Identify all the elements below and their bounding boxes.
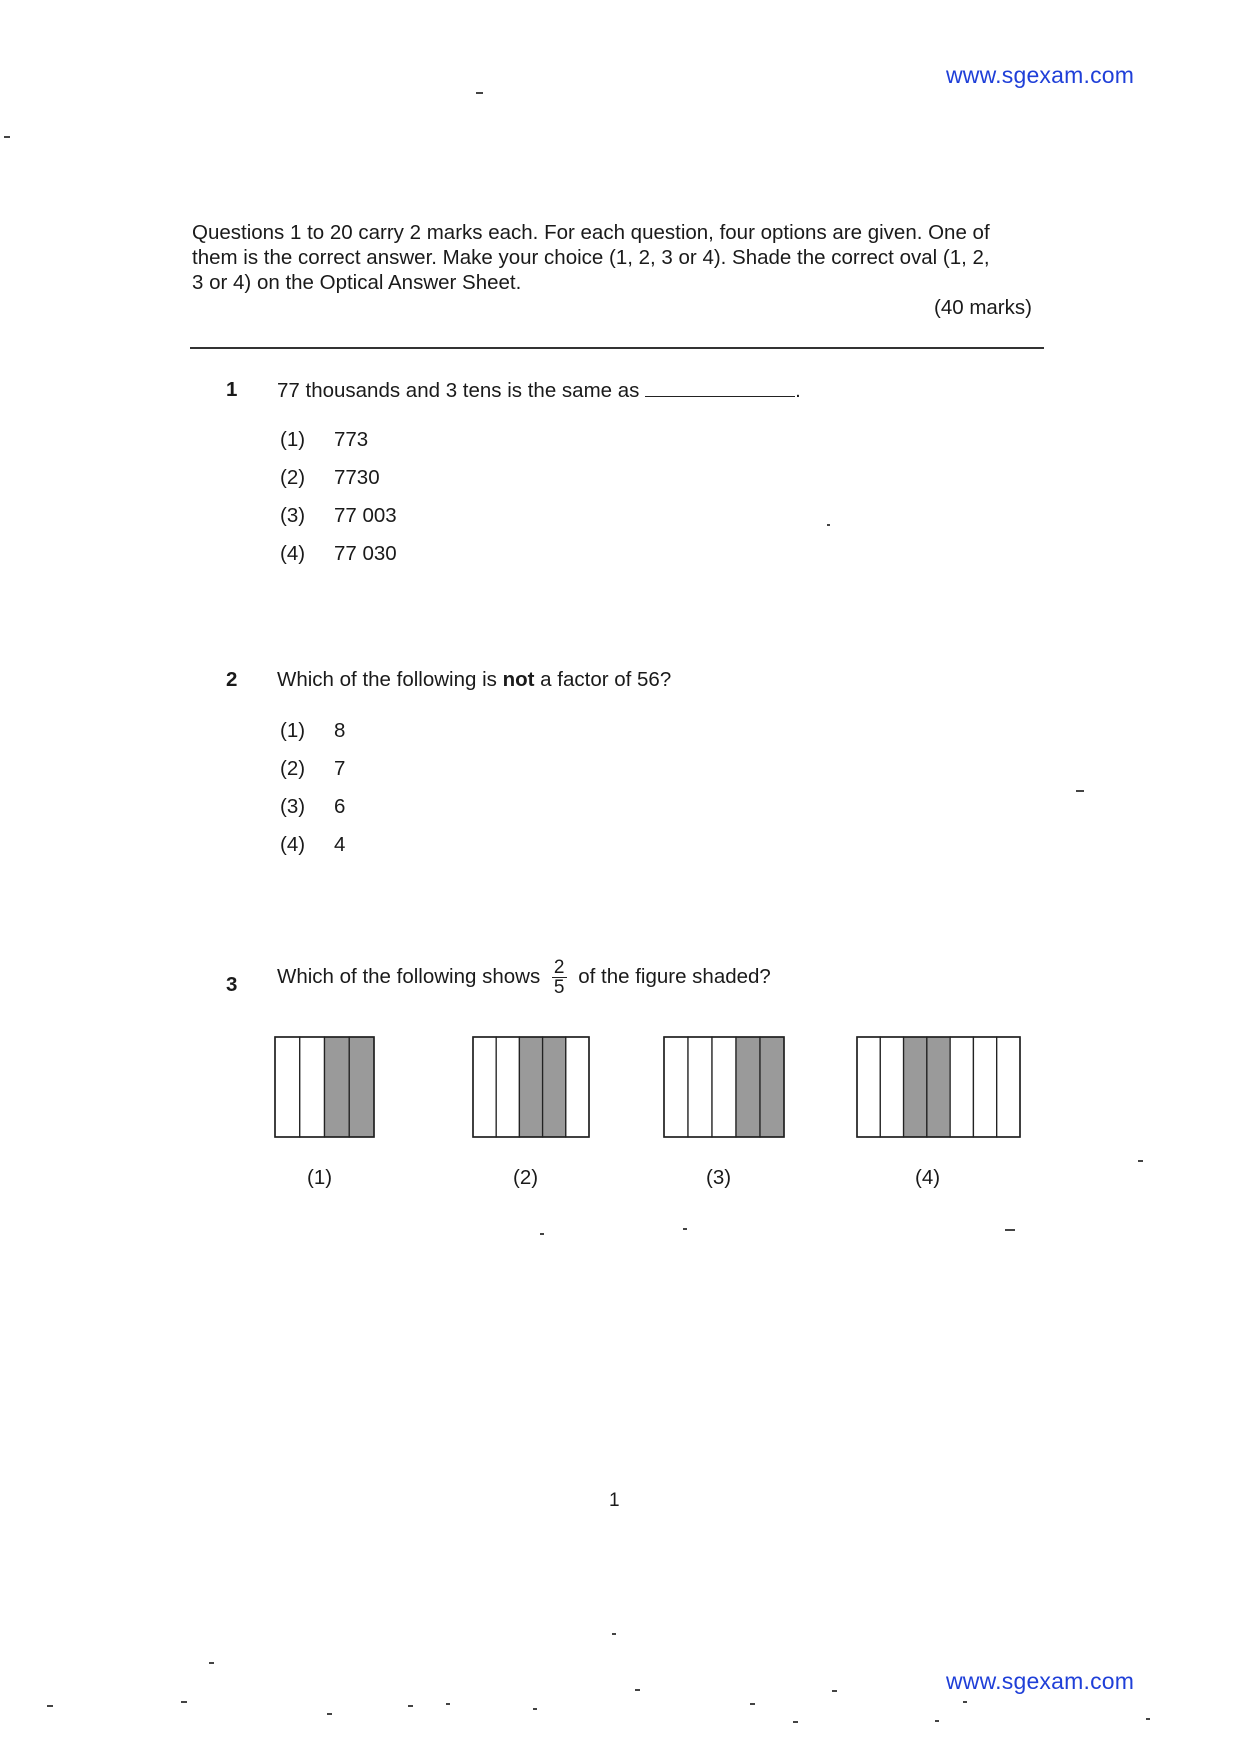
unshaded-strip — [300, 1037, 325, 1137]
footer-site-link[interactable]: www.sgexam.com — [946, 1668, 1135, 1694]
shaded-strip — [904, 1037, 927, 1137]
question-3-stem-start: Which of the following shows — [277, 964, 541, 988]
fraction-denominator: 5 — [553, 977, 565, 998]
unshaded-strip — [880, 1037, 903, 1137]
option-label: (3) — [280, 504, 306, 527]
unshaded-strip — [688, 1037, 712, 1137]
scan-speck — [1076, 790, 1084, 792]
scan-speck — [1138, 1160, 1143, 1162]
option-value: 6 — [334, 795, 346, 818]
unshaded-strip — [496, 1037, 519, 1137]
shaded-strip — [760, 1037, 784, 1137]
option-label: (1) — [280, 719, 306, 742]
instruction-line: Questions 1 to 20 carry 2 marks each. For each question, four options are given. One of — [192, 221, 990, 244]
figure-label[interactable]: (3) — [706, 1166, 732, 1189]
shaded-strip — [519, 1037, 542, 1137]
scan-speck — [446, 1703, 450, 1705]
scan-speck — [612, 1633, 616, 1635]
question-number: 2 — [226, 668, 238, 691]
scan-speck — [963, 1701, 967, 1703]
option-value: 7 — [334, 757, 346, 780]
question-2-stem-start: Which of the following is — [277, 668, 503, 691]
shaded-strip — [325, 1037, 350, 1137]
scan-speck — [635, 1689, 640, 1691]
scan-speck — [935, 1720, 939, 1722]
option-value: 77 030 — [334, 542, 397, 565]
question-2-emphasis: not — [502, 668, 535, 691]
scan-speck — [793, 1721, 798, 1723]
unshaded-strip — [664, 1037, 688, 1137]
scan-speck — [47, 1705, 53, 1707]
option-label: (4) — [280, 833, 306, 856]
unshaded-strip — [712, 1037, 736, 1137]
scan-speck — [327, 1713, 332, 1715]
option-label: (1) — [280, 428, 306, 451]
option-value: 773 — [334, 428, 369, 451]
unshaded-strip — [997, 1037, 1020, 1137]
option-label: (2) — [280, 757, 306, 780]
scan-speck — [832, 1690, 837, 1692]
instruction-line: them is the correct answer. Make your choice (1, 2, 3 or 4). Shade the correct oval (1, 2, — [192, 246, 990, 269]
question-number: 3 — [226, 973, 238, 996]
unshaded-strip — [857, 1037, 880, 1137]
figure-label[interactable]: (2) — [513, 1166, 539, 1189]
figure-label[interactable]: (4) — [915, 1166, 941, 1189]
option-value: 77 003 — [334, 504, 397, 527]
scan-speck — [750, 1703, 755, 1705]
figure-label[interactable]: (1) — [307, 1166, 333, 1189]
unshaded-strip — [973, 1037, 996, 1137]
scan-speck — [827, 524, 830, 526]
option-value: 8 — [334, 719, 346, 742]
question-1-stem: 77 thousands and 3 tens is the same as — [277, 379, 640, 402]
shaded-strip — [736, 1037, 760, 1137]
unshaded-strip — [473, 1037, 496, 1137]
scan-speck — [476, 92, 483, 94]
question-1-suffix: . — [795, 379, 801, 402]
scan-speck — [181, 1701, 187, 1703]
option-label: (2) — [280, 466, 306, 489]
shaded-strip — [349, 1037, 374, 1137]
header-site-link[interactable]: www.sgexam.com — [946, 62, 1135, 88]
page-number: 1 — [609, 1490, 620, 1511]
scan-speck — [209, 1662, 214, 1664]
instruction-line: 3 or 4) on the Optical Answer Sheet. — [192, 271, 522, 294]
question-3-stem-end: of the figure shaded? — [578, 964, 771, 988]
unshaded-strip — [275, 1037, 300, 1137]
question-2-stem-end: a factor of 56? — [534, 668, 672, 691]
unshaded-strip — [566, 1037, 589, 1137]
scan-speck — [1005, 1229, 1015, 1231]
unshaded-strip — [950, 1037, 973, 1137]
shaded-strip — [543, 1037, 566, 1137]
scan-speck — [1146, 1718, 1150, 1720]
option-value: 7730 — [334, 466, 380, 489]
scan-speck — [408, 1705, 413, 1707]
option-label: (4) — [280, 542, 306, 565]
fraction-numerator: 2 — [553, 957, 565, 978]
shaded-strip — [927, 1037, 950, 1137]
total-marks: (40 marks) — [934, 296, 1032, 319]
option-label: (3) — [280, 795, 306, 818]
scan-speck — [683, 1228, 687, 1230]
question-number: 1 — [226, 378, 238, 401]
scan-speck — [4, 136, 10, 138]
option-value: 4 — [334, 833, 346, 856]
scan-speck — [540, 1233, 544, 1235]
scan-speck — [533, 1708, 537, 1710]
